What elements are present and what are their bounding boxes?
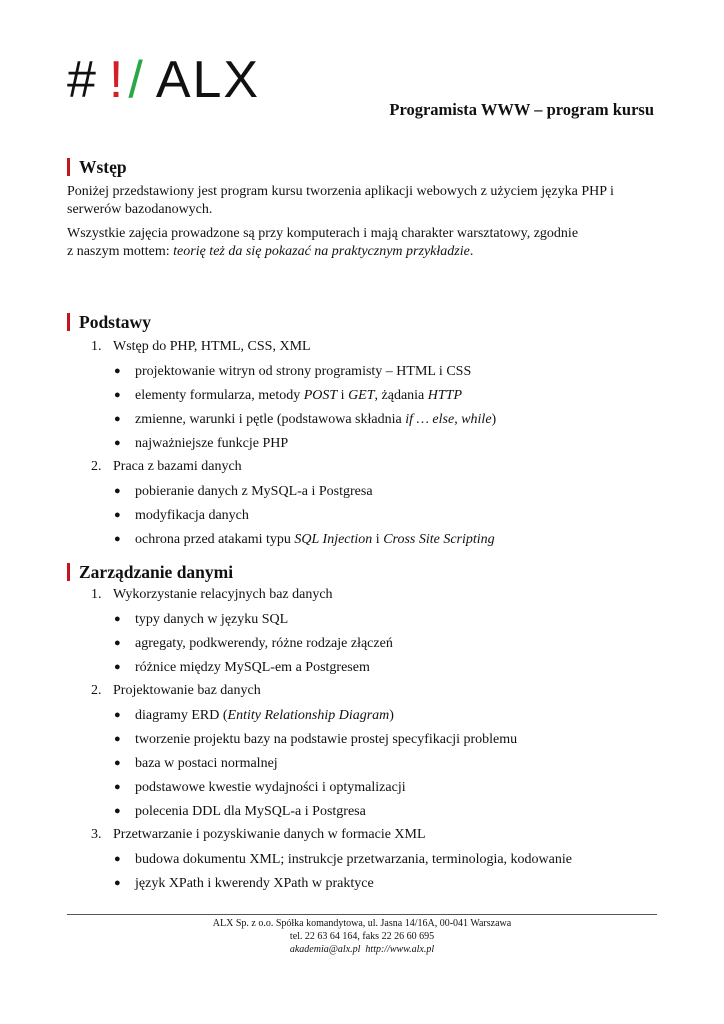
list-item: 2. Projektowanie baz danych xyxy=(91,683,261,698)
list-item: 1. Wstęp do PHP, HTML, CSS, XML xyxy=(91,339,311,354)
list-item: 3. Przetwarzanie i pozyskiwanie danych w formacie XML xyxy=(91,827,426,842)
heading-bar xyxy=(67,563,70,581)
section-title: Zarządzanie danymi xyxy=(79,561,234,582)
section-data-management xyxy=(67,561,657,901)
alx-logo xyxy=(67,52,260,108)
logo-exclamation: ! xyxy=(108,51,125,109)
list-item: ● tworzenie projektu bazy na podstawie prostej specyfikacji problemu xyxy=(114,732,518,747)
footer xyxy=(67,917,657,956)
footer-divider xyxy=(67,914,657,915)
list-item: ● różnice między MySQL-em a Postgresem xyxy=(114,660,370,675)
intro-p2-line1: Wszystkie zajęcia prowadzone są przy komputerach i mają charakter warsztatowy, zgodnie xyxy=(67,226,579,241)
list-item: ● budowa dokumentu XML; instrukcje przetwarzania, terminologia, kodowanie xyxy=(114,852,572,867)
intro-p2-lead: z naszym mottem: xyxy=(67,244,174,259)
footer-contact xyxy=(67,943,657,956)
list-item: ● baza w postaci normalnej xyxy=(114,756,278,771)
section-intro xyxy=(67,156,657,261)
section-basics xyxy=(67,311,657,551)
intro-paragraph-1: Poniżej przedstawiony jest program kursu tworzenia aplikacji webowych z użyciem języka PHP i serwerów bazodanowych. xyxy=(67,184,614,217)
logo-slash: / xyxy=(128,51,144,109)
section-heading xyxy=(67,156,657,178)
list-item: ● zmienne, warunki i pętle (podstawowa składnia if … else, while) xyxy=(114,412,497,427)
footer-email[interactable]: akademia@alx.pl xyxy=(289,944,361,955)
logo-hash: # xyxy=(67,51,97,109)
list-item: ● ochrona przed atakami typu SQL Injection i Cross Site Scripting xyxy=(114,532,495,547)
list-item: 1. Wykorzystanie relacyjnych baz danych xyxy=(91,587,333,602)
footer-address: ALX Sp. z o.o. Spółka komandytowa, ul. Jasna 14/16A, 00-041 Warszawa xyxy=(212,918,512,929)
document-title: Programista WWW – program kursu xyxy=(389,100,654,119)
heading-bar xyxy=(67,158,70,176)
list-item: ● modyfikacja danych xyxy=(114,508,249,523)
list-item: ● diagramy ERD (Entity Relationship Diagram) xyxy=(114,708,394,723)
list-item: ● pobieranie danych z MySQL-a i Postgresa xyxy=(114,484,373,499)
list-item: ● podstawowe kwestie wydajności i optymalizacji xyxy=(114,780,406,795)
footer-url[interactable]: http://www.alx.pl xyxy=(365,944,435,955)
list-item: ● projektowanie witryn od strony programisty – HTML i CSS xyxy=(114,364,472,379)
list-item: ● polecenia DDL dla MySQL-a i Postgresa xyxy=(114,804,366,819)
list-item: ● agregaty, podkwerendy, różne rodzaje złączeń xyxy=(114,636,393,651)
list-item: ● typy danych w języku SQL xyxy=(114,612,289,627)
section-heading xyxy=(67,311,657,333)
footer-phone: tel. 22 63 64 164, faks 22 26 60 695 xyxy=(289,931,435,942)
heading-bar xyxy=(67,313,70,331)
section-heading xyxy=(67,561,657,583)
motto: teorię też da się pokazać na praktycznym przykładzie xyxy=(173,244,470,259)
list-item: 2. Praca z bazami danych xyxy=(91,459,242,474)
list-item: ● elementy formularza, metody POST i GET, żądania HTTP xyxy=(114,388,462,403)
intro-paragraph-2 xyxy=(67,225,657,261)
section-title: Podstawy xyxy=(79,311,151,332)
list-item: ● najważniejsze funkcje PHP xyxy=(114,436,289,451)
intro-p2-end: . xyxy=(469,244,474,259)
section-title: Wstęp xyxy=(79,156,127,177)
list-item: ● język XPath i kwerendy XPath w praktyce xyxy=(114,876,374,891)
logo-name: ALX xyxy=(155,51,261,109)
